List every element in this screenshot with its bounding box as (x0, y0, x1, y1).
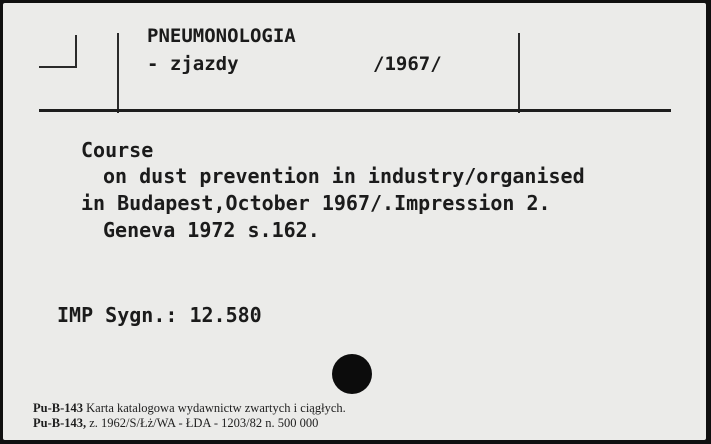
subject-subdivision: - zjazdy (147, 53, 239, 75)
header-divider-right (518, 33, 520, 113)
punch-hole (332, 354, 372, 394)
header-rule (39, 109, 671, 112)
entry-line: in Budapest,October 1967/.Impression 2. (81, 191, 551, 215)
catalog-card (3, 3, 706, 440)
printer-imprint-line-1: Pu-B-143 Karta katalogowa wydawnictw zwartych i ciągłych. (33, 401, 346, 415)
corner-mark-horizontal (39, 66, 77, 68)
subject-heading: PNEUMONOLOGIA (147, 25, 296, 47)
corner-mark-vertical (75, 35, 77, 68)
call-number: IMP Sygn.: 12.580 (57, 303, 262, 327)
printer-imprint-line-2: Pu-B-143, z. 1962/S/Łż/WA - ŁDA - 1203/82 n. 500 000 (33, 416, 319, 430)
header-divider-left (117, 33, 119, 113)
subject-year: /1967/ (373, 53, 442, 75)
entry-title-line: Course (81, 138, 154, 162)
entry-imprint-line: Geneva 1972 s.162. (103, 218, 320, 242)
entry-line: on dust prevention in industry/organised (103, 164, 585, 188)
